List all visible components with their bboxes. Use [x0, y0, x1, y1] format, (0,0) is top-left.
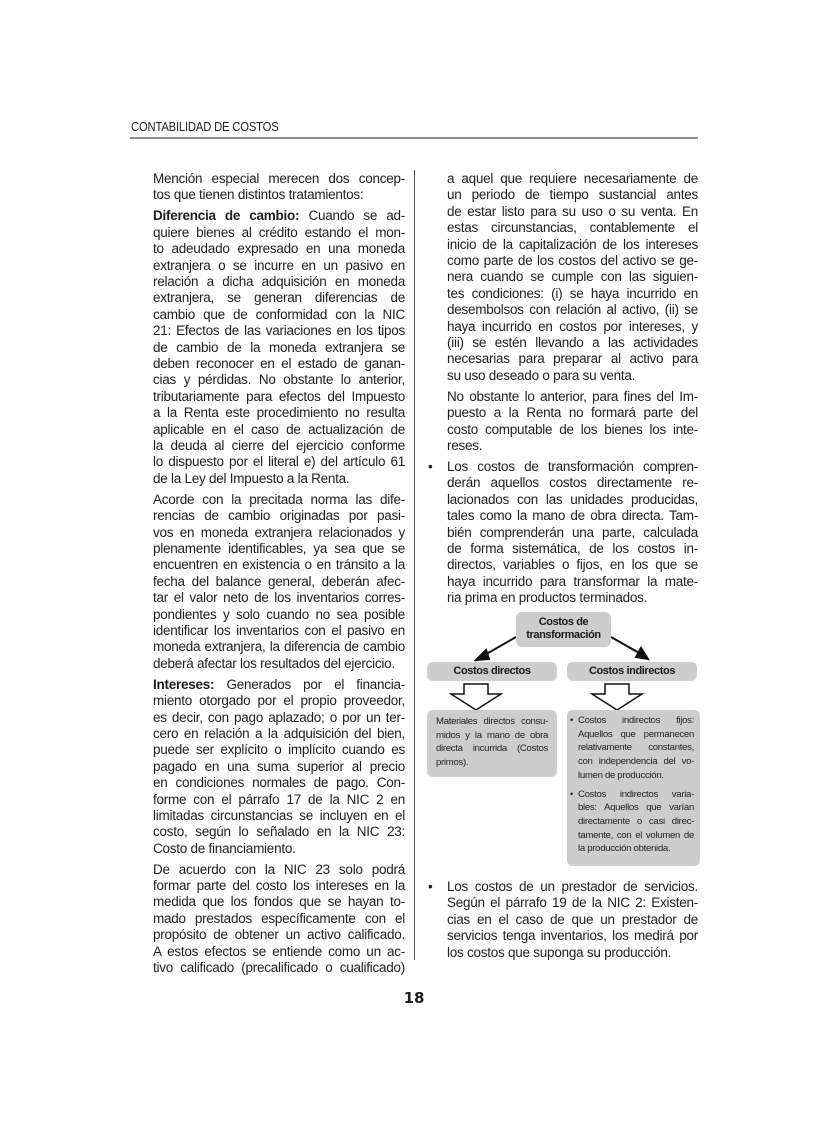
text-line: a aquel que requiere necesariamente de	[447, 171, 698, 186]
column-divider	[414, 170, 415, 960]
text-line: reses.	[447, 438, 483, 453]
text-line: Mención especial merecen dos concep-	[153, 171, 405, 186]
service-provider-paragraph	[428, 879, 698, 966]
text-line: A estos efectos se entiende como un ac-	[153, 943, 405, 959]
text-line: tales como la mano de obra directa. Tam-	[447, 508, 698, 524]
text-line: Materiales directos consu-	[436, 716, 548, 727]
header-rule	[130, 137, 698, 139]
text-line: bles: Aquellos que varían	[578, 802, 694, 814]
text-line: Acorde con la precitada norma las dife-	[153, 491, 405, 507]
text-line: plenamente identificables, ya sea que se	[153, 540, 405, 556]
arrow-to-indirect-icon	[611, 637, 648, 659]
text-line: su uso deseado o para su venta.	[447, 367, 636, 383]
hollow-down-arrow-icon	[451, 684, 501, 710]
text-line: Aquellos que permanecen	[578, 728, 694, 740]
text-line: quiere bienes al crédito estando el mon-	[153, 224, 405, 240]
paragraph	[447, 171, 698, 384]
text-line: to adeudado expresado en una moneda	[153, 241, 405, 257]
text-line: en condiciones normales de pago. Con-	[153, 775, 405, 791]
hollow-down-arrow-icon	[592, 684, 642, 710]
text-line: estas circunstancias, contablemente el	[447, 220, 698, 236]
text-line: (iii) se estén llevando a las actividades	[447, 335, 698, 351]
bullet-paragraph	[428, 879, 698, 961]
text-line: fecha del balance general, deberán afec-	[153, 573, 405, 589]
text-line: costo computable de los bienes los inte-	[447, 421, 698, 437]
page-number: 18	[403, 989, 425, 1007]
text-line: derán aquellos costos directamente re-	[447, 475, 698, 491]
text-line: tamente, con el volumen de	[578, 829, 694, 841]
text-line: Costos indirectos varia-	[578, 788, 694, 800]
indirect-costs-description	[567, 710, 700, 866]
text-line: directa incurrida (Costos	[436, 743, 548, 755]
paragraph	[153, 862, 405, 977]
text-line: un periodo de tiempo sustancial antes	[447, 187, 698, 203]
text-line: puesto a la Renta no formará parte del	[447, 405, 698, 421]
direct-costs-text	[436, 715, 548, 770]
bullet-icon: •	[570, 715, 574, 726]
paragraph	[153, 677, 405, 857]
text-line: directos, variables o fijos, en los que se	[447, 557, 698, 573]
indirect-cost-item	[570, 714, 694, 783]
text-line: miento otorgado por el propio proveedor,	[153, 693, 405, 709]
text-line: directamente o casi direc-	[578, 815, 694, 827]
bold-lead-in: Diferencia de cambio:	[153, 208, 300, 224]
text-line: haya incurrido en costos por intereses, y	[447, 318, 698, 334]
text-line: tes condiciones: (i) se haya incurrido en	[447, 285, 698, 301]
text-line: de forma sistemática, de los costos in-	[447, 540, 698, 556]
direct-costs-box	[427, 662, 557, 681]
text-line: lo dispuesto por el literal e) del artículo 61	[153, 454, 405, 470]
text-line: con independencia del vo-	[578, 756, 694, 768]
root-title-line: transformación	[526, 629, 601, 641]
text-line: relativamente constantes,	[578, 742, 694, 754]
left-column	[153, 171, 405, 981]
text-line: vos en moneda extranjera relacionados y	[153, 524, 405, 540]
text-line: inicio de la capitalización de los intereses	[447, 236, 698, 252]
bullet-icon: •	[428, 458, 433, 474]
text-line	[153, 677, 405, 693]
text-line: deben reconocer en el estado de ganan-	[153, 355, 405, 371]
text-line: pondientes y solo cuando no sea posible	[153, 606, 405, 622]
text-line: a la Renta este procedimiento no resulta	[153, 405, 405, 421]
text-line: es decir, con pago aplazado; o por un ter-	[153, 709, 405, 725]
text-line: nera cuando se cumple con las siguien-	[447, 269, 698, 285]
right-column	[428, 171, 698, 611]
text-line: Costo de financiamiento.	[153, 840, 296, 856]
text-line: cias en el caso de que un prestador de	[447, 911, 698, 927]
text-line: forme con el párrafo 17 de la NIC 2 en	[153, 791, 405, 807]
arrow-to-direct-icon	[476, 637, 516, 660]
text-line: la producción obtenida.	[578, 843, 671, 855]
text-line: de cambio de la moneda extranjera se	[153, 339, 405, 355]
indirect-costs-title: Costos indirectos	[588, 665, 676, 677]
text-line: deberá afectar los resultados del ejercicio.	[153, 655, 395, 671]
text-line: de estar listo para su uso o su venta. En	[447, 203, 698, 219]
text-line: extranjera, se generan diferencias de	[153, 290, 405, 306]
text-line: midos y la mano de obra	[436, 729, 548, 741]
text-line: de la Ley del Impuesto a la Renta.	[153, 470, 350, 486]
text-line: tar el valor neto de los inventarios corres-	[153, 590, 405, 606]
text-line: bién comprenderán una parte, calculada	[447, 524, 698, 540]
bullet-paragraph	[428, 458, 698, 607]
text-line: pagado en una suma superior al precio	[153, 758, 405, 774]
paragraph	[153, 171, 405, 204]
text-line: haya incurrido para transformar la mate-	[447, 573, 698, 589]
text-line: primos).	[436, 757, 469, 769]
indirect-cost-item	[570, 788, 694, 857]
bullet-icon: •	[570, 788, 574, 800]
text-line: cero en relación a la adquisición del bien,	[153, 725, 405, 741]
text-line: 21: Efectos de las variaciones en los tipos	[153, 323, 405, 339]
root-title-line: Costos de	[538, 616, 589, 628]
text-line: costo, según lo señalado en la NIC 23:	[153, 824, 405, 840]
text-line: tivo calificado (precalificado o cualificado)	[153, 960, 405, 976]
text-line: propósito de obtener un activo calificado.	[153, 927, 405, 943]
text-line: Los costos de un prestador de servicios.	[447, 879, 698, 894]
text-line: moneda extranjera, la diferencia de cambio	[153, 639, 405, 655]
text-line: desembolsos con relación al activo, (ii) se	[447, 302, 698, 318]
text-line: Según el párrafo 19 de la NIC 2: Existen-	[447, 895, 698, 911]
text-line: los costos que suponga su producción.	[447, 944, 672, 960]
paragraph	[447, 389, 698, 455]
text-line: medida que los fondos que se hayan to-	[153, 894, 405, 910]
text-line: formar parte del costo los intereses en la	[153, 878, 405, 894]
running-header-title: CONTABILIDAD DE COSTOS	[131, 120, 279, 134]
text-line: mado prestados específicamente con el	[153, 910, 405, 926]
text-line: cambio que de conformidad con la NIC	[153, 306, 405, 322]
text-line: ria prima en productos terminados.	[447, 590, 648, 606]
paragraph	[153, 492, 405, 672]
text-line: rencias de cambio originadas por pasi-	[153, 508, 405, 524]
text-line: necesarias para preparar al activo para	[447, 351, 698, 367]
text-line: aplicable en el caso de actualización de	[153, 421, 405, 437]
line-text: Generados por el financia-	[214, 676, 405, 692]
text-line: tributariamente para efectos del Impuesto	[153, 388, 405, 404]
text-line: como parte de los costos del activo se ge-	[447, 253, 698, 269]
text-line: extranjera o se incurre en un pasivo en	[153, 257, 405, 273]
text-line: tos que tienen distintos tratamientos:	[153, 187, 364, 203]
direct-costs-description	[427, 710, 557, 777]
text-line: No obstante lo anterior, para fines del Im-	[447, 388, 698, 404]
text-line: De acuerdo con la NIC 23 solo podrá	[153, 861, 405, 877]
text-line: lumen de producción.	[578, 769, 664, 781]
text-line: encuentren en existencia o en tránsito a la	[153, 557, 405, 573]
text-line: identificar los inventarios con el pasivo en	[153, 622, 405, 638]
text-line: Los costos de transformación compren-	[447, 458, 698, 474]
paragraph	[153, 208, 405, 487]
indirect-costs-box	[567, 662, 697, 681]
text-line: la deuda al cierre del ejercicio conforme	[153, 438, 405, 453]
bold-lead-in: Intereses:	[153, 676, 215, 692]
text-line: Costos indirectos fijos:	[578, 715, 694, 726]
line-text: Cuando se ad-	[299, 208, 406, 224]
direct-costs-title: Costos directos	[453, 665, 531, 677]
text-line	[153, 208, 405, 224]
text-line: limitadas circunstancias se incluyen en el	[153, 807, 405, 823]
bullet-icon: •	[428, 879, 433, 894]
text-line: puede ser explícito o implícito cuando es	[153, 742, 405, 758]
diagram-root-box	[516, 612, 611, 647]
text-line: cias y pérdidas. No obstante lo anterior,	[153, 372, 405, 388]
text-line: servicios tenga inventarios, los medirá por	[447, 928, 698, 944]
text-line: relación a dicha adquisición en moneda	[153, 273, 405, 289]
text-line: lacionados con las unidades producidas,	[447, 491, 698, 507]
